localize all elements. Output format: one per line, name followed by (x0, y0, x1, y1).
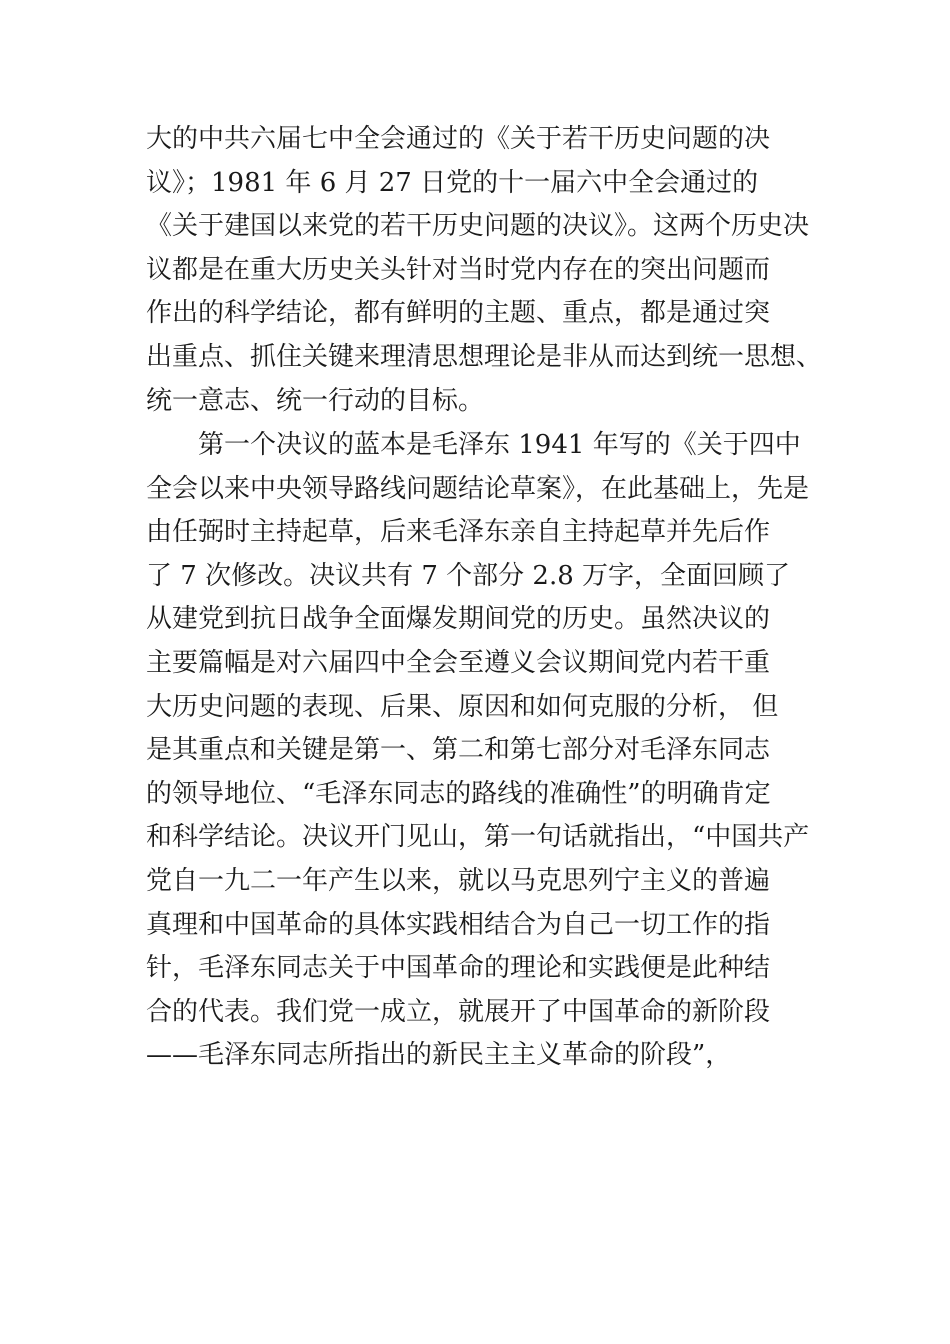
text-line: 党自一九二一年产生以来，就以马克思列宁主义的普遍 (146, 865, 771, 896)
text-line: 统一意志、统一行动的目标。 (146, 385, 485, 416)
text-line: 真理和中国革命的具体实践相结合为自己一切工作的指 (146, 909, 771, 940)
text-line: 和科学结论。决议开门见山，第一句话就指出，“中国共产 (146, 822, 810, 853)
text-line: 第一个决议的蓝本是毛泽东 1941 年写的《关于四中 (146, 430, 801, 460)
text-line: ——毛泽东同志所指出的新民主主义革命的阶段”， (146, 1040, 732, 1071)
paragraph-1 (146, 118, 846, 423)
paragraph-2 (146, 424, 846, 1078)
text-line: 出重点、抓住关键来理清思想理论是非从而达到统一思想、 (146, 341, 823, 372)
text-line: 《关于建国以来党的若干历史问题的决议》。这两个历史决 (146, 211, 810, 242)
text-line: 针，毛泽东同志关于中国革命的理论和实践便是此种结 (146, 953, 771, 984)
text-line: 从建党到抗日战争全面爆发期间党的历史。虽然决议的 (146, 604, 771, 635)
text-line: 议》；1981 年 6 月 27 日党的十一届六中全会通过的 (146, 167, 759, 198)
text-line: 的领导地位、“毛泽东同志的路线的准确性”的明确肯定 (146, 778, 771, 809)
text-line: 全会以来中央领导路线问题结论草案》，在此基础上，先是 (146, 473, 810, 504)
text-line: 合的代表。我们党一成立，就展开了中国革命的新阶段 (146, 996, 771, 1027)
text-line: 议都是在重大历史关头针对当时党内存在的突出问题而 (146, 254, 771, 285)
text-line: 由任弼时主持起草，后来毛泽东亲自主持起草并先后作 (146, 517, 771, 548)
text-line: 了 7 次修改。决议共有 7 个部分 2.8 万字，全面回顾了 (146, 560, 791, 591)
text-line: 大的中共六届七中全会通过的《关于若干历史问题的决 (146, 124, 771, 154)
text-line: 大历史问题的表现、后果、原因和如何克服的分析， 但 (146, 691, 779, 722)
text-line: 主要篇幅是对六届四中全会至遵义会议期间党内若干重 (146, 647, 771, 678)
text-line: 是其重点和关键是第一、第二和第七部分对毛泽东同志 (146, 735, 771, 766)
text-line: 作出的科学结论，都有鲜明的主题、重点，都是通过突 (146, 298, 771, 329)
